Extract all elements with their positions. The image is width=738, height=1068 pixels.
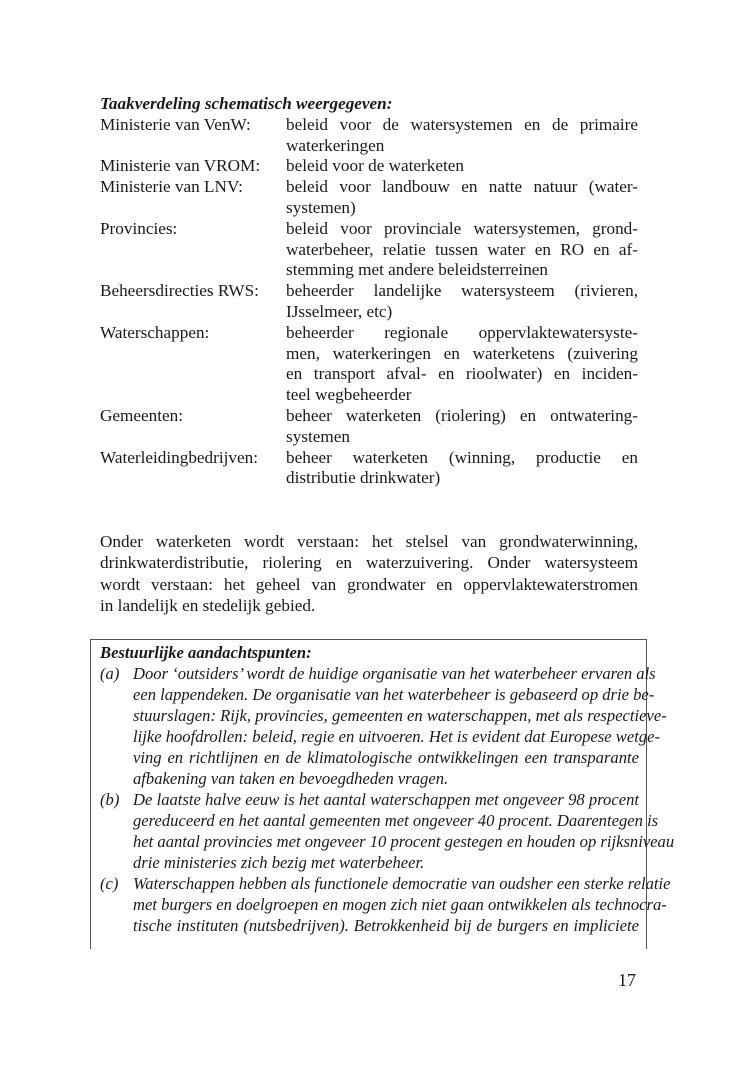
text-line: systemen) [286,197,356,217]
schema-row [100,219,638,281]
text-line: met burgers en doelgroepen en mogen zich niet gaan ontwikkelen als technocra- [133,895,667,914]
row-label: Waterleidingbedrijven: [100,447,259,467]
text-line: Waterschappen hebben als functionele democratie van oudsher een sterke relatie [133,874,671,893]
text-line: distributie drinkwater) [286,468,441,488]
text-line: lijke hoofdrollen: beleid, regie en uitvoeren. Het is evident dat Europese wetge- [133,727,660,746]
row-label: Beheersdirecties RWS: [100,281,259,301]
text-line: De laatste halve eeuw is het aantal waterschappen met ongeveer 98 procent [133,790,639,809]
text-line: waterbeheer, relatie tussen water en RO en af- [286,239,638,259]
schema-row [100,156,638,177]
text-line: Door ‘outsiders’ wordt de huidige organisatie van het waterbeheer ervaren als [133,664,656,683]
item-marker: (a) [100,664,120,683]
text-line: afbakening van taken en bevoegdheden vragen. [133,769,449,788]
item-marker: (c) [100,874,119,893]
text-line: een lappendeken. De organisatie van het waterbeheer is gebaseerd op drie be- [133,685,655,704]
attention-point [100,663,667,789]
text-line: beleid voor de waterketen [286,156,465,176]
text-line: het aantal provincies met ongeveer 10 procent gestegen en houden op rijksniveau [133,832,675,851]
row-description [286,156,638,177]
row-description [286,281,638,323]
schema-row [100,406,638,448]
text-line: systemen [286,426,350,446]
row-description [286,219,638,281]
attention-points-list [100,663,675,936]
box-title: Bestuurlijke aandachtspunten: [100,643,312,662]
text-line: tische instituten (nutsbedrijven). Betrokkenheid bij de burgers en impliciete [133,916,639,935]
row-label: Ministerie van VROM: [100,156,261,176]
schema-row [100,448,638,490]
text-line: men, waterkeringen en waterketens (zuivering [286,343,638,363]
attention-point [100,873,671,936]
row-label: Waterschappen: [100,322,210,342]
schema-row [100,115,638,157]
text-line: wordt verstaan: het geheel van grondwater en oppervlaktewaterstromen [100,574,638,594]
text-line: IJsselmeer, etc) [286,301,393,321]
row-label: Ministerie van LNV: [100,177,243,197]
text-line: Onder waterketen wordt verstaan: het stelsel van grondwaterwinning, [100,532,638,551]
text-line: beleid voor de watersystemen en de primaire [286,114,638,134]
schema-title: Taakverdeling schematisch weergegeven: [100,94,393,113]
governance-attention-box [90,639,675,949]
text-line: stuurslagen: Rijk, provincies, gemeenten en waterschappen, met als respectieve- [133,706,667,725]
text-line: drie ministeries zich bezig met waterbeheer. [133,853,425,872]
text-line: waterkeringen [286,135,385,155]
definition-paragraph [100,531,638,617]
text-line: drinkwaterdistributie, riolering en waterzuivering. Onder watersysteem [100,553,638,573]
text-line: beheer waterketen (riolering) en ontwatering- [286,405,638,425]
text-line: beleid voor landbouw en natte natuur (water- [286,177,638,197]
row-label: Ministerie van VenW: [100,114,251,134]
item-text [133,873,671,936]
text-line: ving en richtlijnen en de klimatologische ontwikkelingen een transparante [133,748,639,767]
schema-row [100,281,638,323]
text-line: stemming met andere beleidsterreinen [286,260,549,280]
text-line: beheer waterketen (winning, productie en [286,447,638,467]
attention-point [100,789,675,873]
item-text [133,789,675,873]
item-marker: (b) [100,790,120,809]
row-description [286,448,638,490]
text-line: en transport afval- en rioolwater) en inciden- [286,364,638,384]
text-line: beheerder landelijke watersysteem (rivieren, [286,281,638,301]
row-description [286,406,638,448]
row-description [286,177,638,219]
item-text [133,663,667,789]
text-line: beleid voor provinciale watersystemen, grond- [286,218,638,238]
task-division-schema [100,94,638,489]
schema-row [100,177,638,219]
text-line: in landelijk en stedelijk gebied. [100,596,316,616]
row-label: Provincies: [100,218,178,238]
schema-rows [100,115,638,489]
row-description [286,323,638,406]
schema-row [100,323,638,406]
row-description [286,115,638,157]
text-line: gereduceerd en het aantal gemeenten met ongeveer 40 procent. Daarentegen is [133,811,659,830]
text-line: beheerder regionale oppervlaktewatersyste- [286,322,638,342]
page-number: 17 [618,970,636,990]
row-label: Gemeenten: [100,405,184,425]
text-line: teel wegbeheerder [286,385,412,405]
